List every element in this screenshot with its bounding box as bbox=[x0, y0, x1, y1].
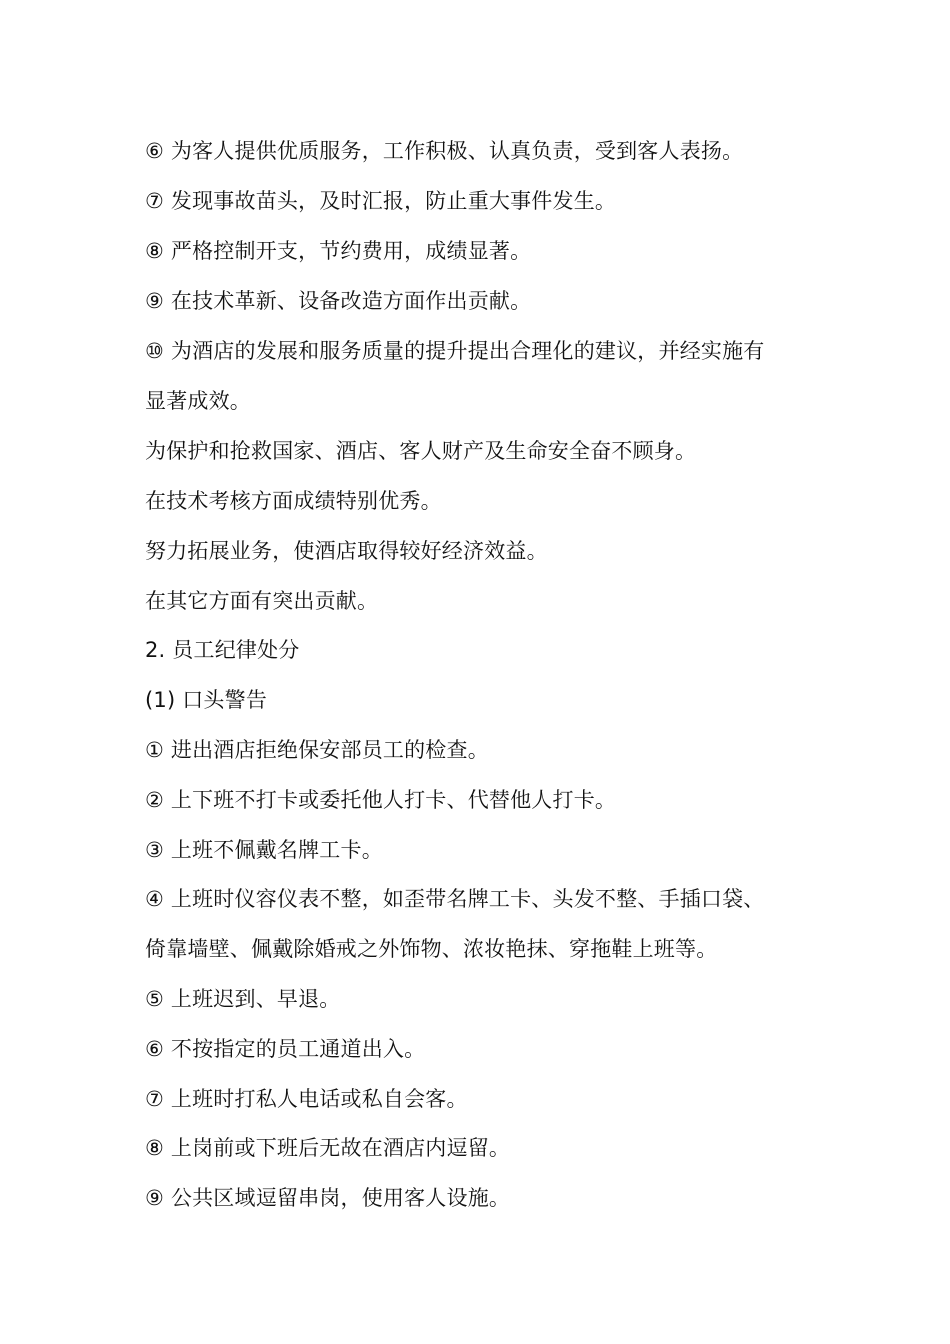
text-line: 努力拓展业务，使酒店取得较好经济效益。 bbox=[145, 539, 548, 563]
text-line: 为保护和抢救国家、酒店、客人财产及生命安全奋不顾身。 bbox=[145, 439, 697, 463]
text-line: ④ 上班时仪容仪表不整，如歪带名牌工卡、头发不整、手插口袋、 bbox=[145, 887, 765, 911]
text-line: ① 进出酒店拒绝保安部员工的检查。 bbox=[145, 738, 489, 762]
text-line: ③ 上班不佩戴名牌工卡。 bbox=[145, 838, 383, 862]
text-line: ⑤ 上班迟到、早退。 bbox=[145, 987, 341, 1011]
text-line: ⑧ 上岗前或下班后无故在酒店内逗留。 bbox=[145, 1136, 511, 1160]
text-line: ② 上下班不打卡或委托他人打卡、代替他人打卡。 bbox=[145, 788, 617, 812]
text-line: ⑧ 严格控制开支，节约费用，成绩显著。 bbox=[145, 239, 532, 263]
text-line: ⑨ 在技术革新、设备改造方面作出贡献。 bbox=[145, 289, 532, 313]
section-heading: 2. 员工纪律处分 bbox=[145, 638, 300, 662]
text-line: ⑦ 发现事故苗头，及时汇报，防止重大事件发生。 bbox=[145, 189, 617, 213]
text-line: ⑥ 为客人提供优质服务，工作积极、认真负责，受到客人表扬。 bbox=[145, 139, 744, 163]
text-line: ⑨ 公共区域逗留串岗，使用客人设施。 bbox=[145, 1186, 511, 1210]
text-line: 倚靠墙壁、佩戴除婚戒之外饰物、浓妆艳抹、穿拖鞋上班等。 bbox=[145, 937, 718, 961]
subsection-heading: (1) 口头警告 bbox=[145, 688, 268, 712]
text-line: ⑥ 不按指定的员工通道出入。 bbox=[145, 1037, 426, 1061]
text-line: 在其它方面有突出贡献。 bbox=[145, 589, 379, 613]
text-line: 在技术考核方面成绩特别优秀。 bbox=[145, 489, 442, 513]
text-line: ⑦ 上班时打私人电话或私自会客。 bbox=[145, 1087, 468, 1111]
text-line: ⑩ 为酒店的发展和服务质量的提升提出合理化的建议，并经实施有 bbox=[145, 339, 765, 363]
text-line: 显著成效。 bbox=[145, 389, 251, 413]
